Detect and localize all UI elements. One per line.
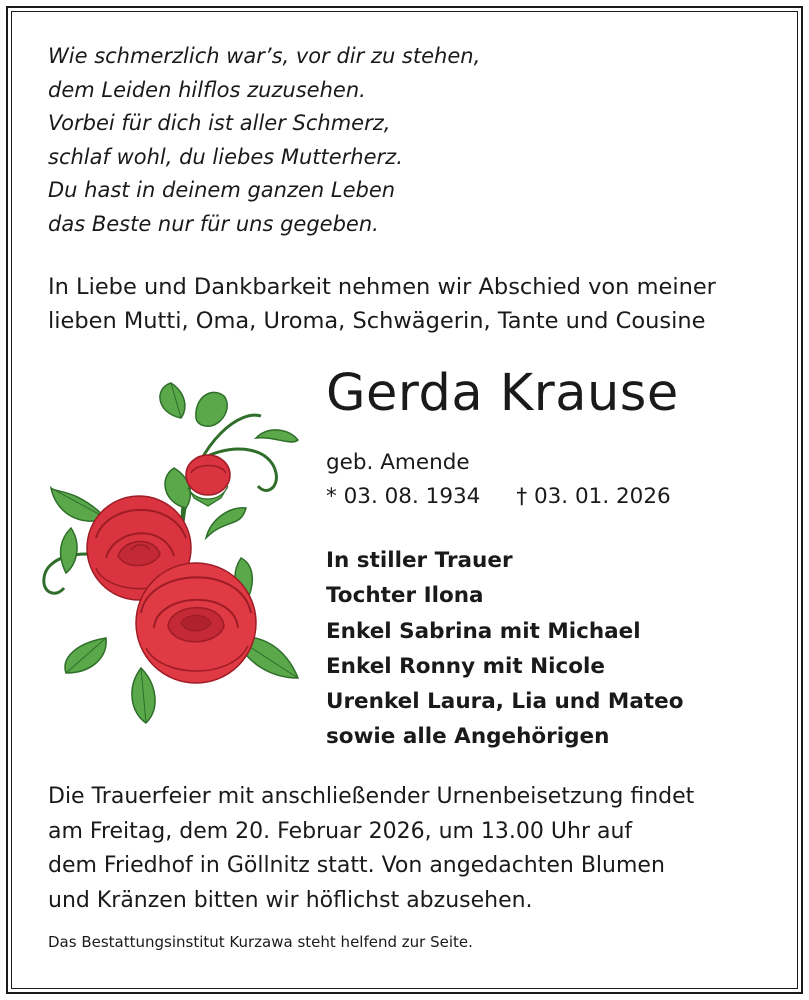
mourners-list [326,543,683,755]
intro-text [48,270,716,338]
leaf-icon [132,668,155,723]
mourner-line: Enkel Sabrina mit Michael [326,618,641,644]
mourner-line: Tochter Ilona [326,583,484,609]
mourner-line: Enkel Ronny mit Nicole [326,653,605,679]
ceremony-info [48,780,694,918]
poem-line: das Beste nur für uns gegeben. [48,211,379,236]
poem-line: Vorbei für dich ist aller Schmerz, [48,111,391,135]
poem [48,40,480,241]
birth-date: * 03. 08. 1934 [326,484,481,509]
rose-icon [136,563,256,683]
red-roses-illustration [36,378,306,738]
rose-bud-icon [186,455,230,506]
intro-line: In Liebe und Dankbarkeit nehmen wir Abschied von meiner [48,274,716,300]
leaf-icon [65,638,106,673]
mourner-line: Urenkel Laura, Lia und Mateo [326,689,684,715]
life-dates [326,481,671,513]
rose-bud-icon [196,392,227,426]
poem-line: schlaf wohl, du liebes Mutterherz. [48,144,403,169]
ceremony-line: Die Trauerfeier mit anschließender Urnenbeisetzung findet [48,784,695,809]
death-date: † 03. 01. 2026 [516,484,671,509]
maiden-name: geb. Amende [326,450,470,475]
leaf-icon [256,430,298,442]
intro-line: lieben Mutti, Oma, Uroma, Schwägerin, Tante und Cousine [48,308,706,334]
funeral-home-footer: Das Bestattungsinstitut Kurzawa steht helfend zur Seite. [48,933,473,951]
leaf-icon [160,383,185,418]
ceremony-line: am Freitag, dem 20. Februar 2026, um 13.00 Uhr auf [48,818,633,844]
deceased-name: Gerda Krause [326,364,679,423]
leaf-icon [206,508,246,538]
mourner-line: sowie alle Angehörigen [326,724,610,750]
poem-line: dem Leiden hilflos zuzusehen. [48,77,366,102]
mourner-line: In stiller Trauer [326,548,513,573]
poem-line: Wie schmerzlich war’s, vor dir zu stehen, [48,44,481,68]
leaf-icon [61,528,77,573]
ceremony-line: und Kränzen bitten wir höflichst abzusehen. [48,887,533,913]
poem-line: Du hast in deinem ganzen Leben [48,178,396,202]
ceremony-line: dem Friedhof in Göllnitz statt. Von angedachten Blumen [48,853,665,878]
